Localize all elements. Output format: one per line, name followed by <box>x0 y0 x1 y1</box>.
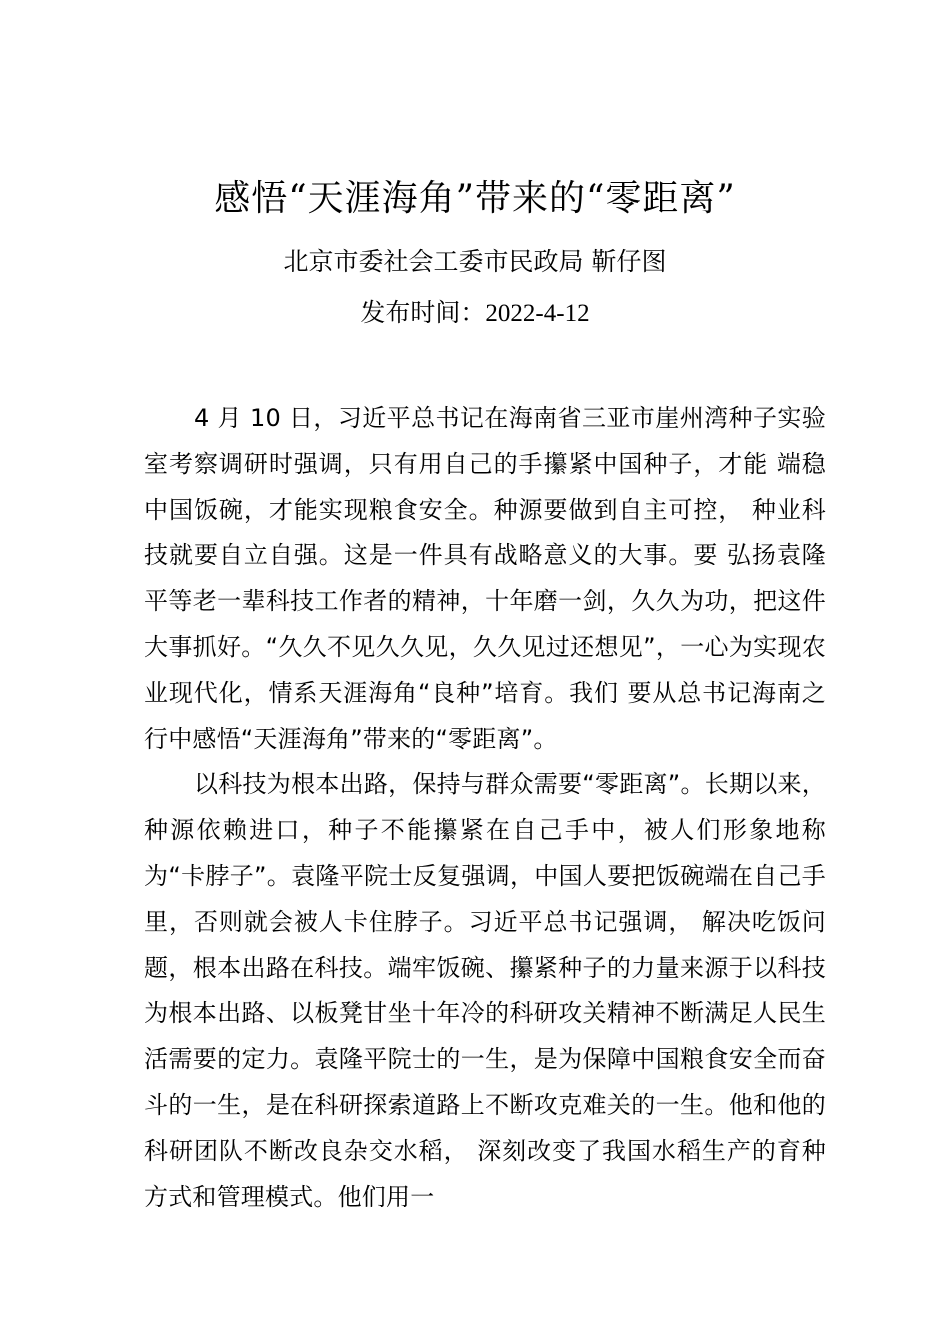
publish-date-label: 发布时间： <box>360 298 486 327</box>
publish-date-value: 2022-4-12 <box>485 300 590 327</box>
paragraph-2: 以科技为根本出路，保持与群众需要“零距离”。长期以来，种源依赖进口，种子不能攥紧在自己手中，被人们形象地称为“卡脖子”。袁隆平院士反复强调，中国人要把饭碗端在自己手里，否则就会被人卡住脖子。习近平总书记强调， 解决吃饭问题，根本出路在科技。端牢饭碗、攥紧种子的力量来源于以科技为根本出路、以板凳甘坐十年冷的科研攻关精神不断满足人民生活需要的定力。袁隆平院士的一生，是为保障中国粮食安全而奋斗的一生，是在科研探索道路上不断攻克难关的一生。他和他的科研团队不断改良杂交水稻， 深刻改变了我国水稻生产的育种方式和管理模式。他们用一 <box>144 770 826 1211</box>
article-byline: 北京市委社会工委市民政局 靳仔图 <box>283 247 667 276</box>
paragraph-1: 4 月 10 日，习近平总书记在海南省三亚市崖州湾种子实验室考察调研时强调，只有用自己的手攥紧中国种子，才能 端稳中国饭碗，才能实现粮食安全。种源要做到自主可控， 种业科技就要自立自强。这是一件具有战略意义的大事。要 弘扬袁隆平等老一辈科技工作者的精神，十年磨一剑，久久为功，把这件大事抓好。“久久不见久久见，久久见过还想见”，一心为实现农业现代化，情系天涯海角“良种”培育。我们 要从总书记海南之行中感悟“天涯海角”带来的“零距离”。 <box>144 404 826 753</box>
publish-date <box>0 293 950 334</box>
article-body <box>144 396 826 1220</box>
article-title: 感悟“天涯海角”带来的“零距离” <box>214 178 736 219</box>
